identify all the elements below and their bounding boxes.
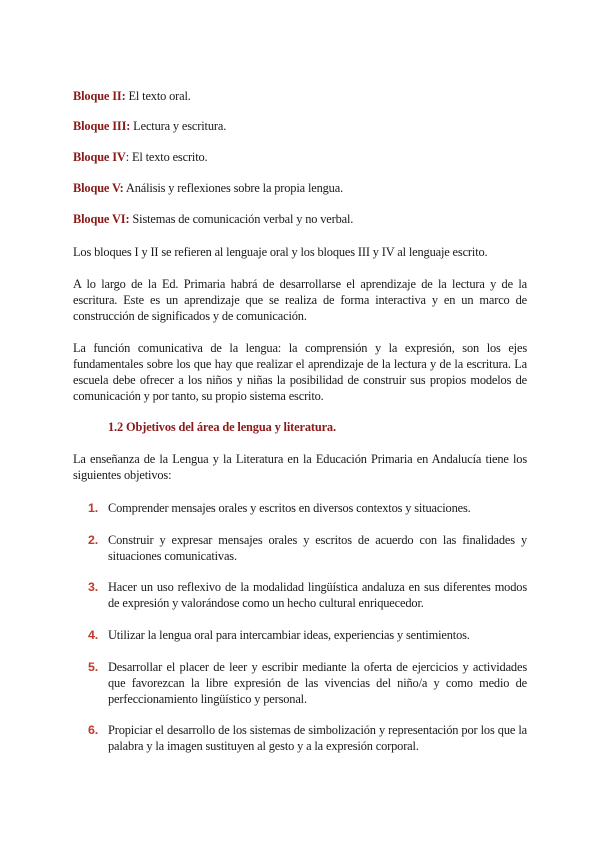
- objective-item: [88, 722, 527, 754]
- objective-text: Desarrollar el placer de leer y escribir mediante la oferta de ejercicios y actividades que favorezcan la libre expresión de las vivencias del niño/a y como medio de perfeccionamiento lingüístico y personal.: [108, 660, 527, 706]
- objective-item: [88, 659, 527, 707]
- objective-number: 3.: [88, 580, 99, 594]
- bloque-text: Lectura y escritura.: [130, 119, 227, 133]
- objective-item: [88, 579, 527, 611]
- bloque-text: Análisis y reflexiones sobre la propia lengua.: [123, 181, 344, 195]
- objective-number: 2.: [88, 533, 99, 547]
- paragraph-funcion-comunicativa: La función comunicativa de la lengua: la comprensión y la expresión, son los ejes fundamentales sobre los que hay que realizar el aprendizaje de la lectura y de la escritura. La escuela debe ofrecer a los niños y niñas la posibilidad de construir sus propios modelos de comunicación y por tanto, su propio sistema escrito.: [73, 341, 527, 403]
- bloque-ii-line: [73, 89, 191, 104]
- bloque-v-line: [73, 181, 343, 196]
- bloque-iii-line: [73, 119, 226, 134]
- paragraph-ensenanza-intro: La enseñanza de la Lengua y la Literatura en la Educación Primaria en Andalucía tiene los siguientes objetivos:: [73, 452, 527, 482]
- objective-number: 1.: [88, 501, 99, 515]
- bloque-text: : El texto escrito.: [125, 150, 208, 164]
- objective-text: Comprender mensajes orales y escritos en diversos contextos y situaciones.: [108, 501, 471, 515]
- objective-item: [88, 532, 527, 564]
- objective-text: Construir y expresar mensajes orales y escritos de acuerdo con las finalidades y situaciones comunicativas.: [108, 533, 527, 563]
- bloque-label: Bloque II:: [73, 89, 126, 103]
- paragraph-bloques-summary: Los bloques I y II se refieren al lenguaje oral y los bloques III y IV al lenguaje escrito.: [73, 245, 488, 259]
- objective-text: Utilizar la lengua oral para intercambiar ideas, experiencias y sentimientos.: [108, 628, 470, 642]
- objective-text: Propiciar el desarrollo de los sistemas de simbolización y representación por los que la palabra y la imagen sustituyen al gesto y a la expresión corporal.: [108, 723, 527, 753]
- bloque-label: Bloque III:: [73, 119, 131, 133]
- bloque-vi-line: [73, 212, 353, 227]
- objective-number: 5.: [88, 660, 99, 674]
- paragraph-lectura-escritura: A lo largo de la Ed. Primaria habrá de desarrollarse el aprendizaje de la lectura y de la escritura. Este es un aprendizaje que se realiza de forma interactiva y en un marco de construcción de significados y de comunicación.: [73, 277, 527, 323]
- bloque-text: Sistemas de comunicación verbal y no verbal.: [129, 212, 354, 226]
- section-heading: 1.2 Objetivos del área de lengua y literatura.: [108, 420, 336, 434]
- objective-item: [88, 627, 527, 643]
- bloque-label: Bloque V:: [73, 181, 124, 195]
- bloque-label: Bloque IV: [73, 150, 126, 164]
- objective-item: [88, 500, 527, 516]
- bloque-label: Bloque VI:: [73, 212, 130, 226]
- objective-number: 6.: [88, 723, 99, 737]
- bloque-text: El texto oral.: [125, 89, 191, 103]
- objective-text: Hacer un uso reflexivo de la modalidad lingüística andaluza en sus diferentes modos de expresión y valorándose como un hecho cultural enriquecedor.: [108, 580, 527, 610]
- bloque-iv-line: [73, 150, 208, 165]
- objective-number: 4.: [88, 628, 99, 642]
